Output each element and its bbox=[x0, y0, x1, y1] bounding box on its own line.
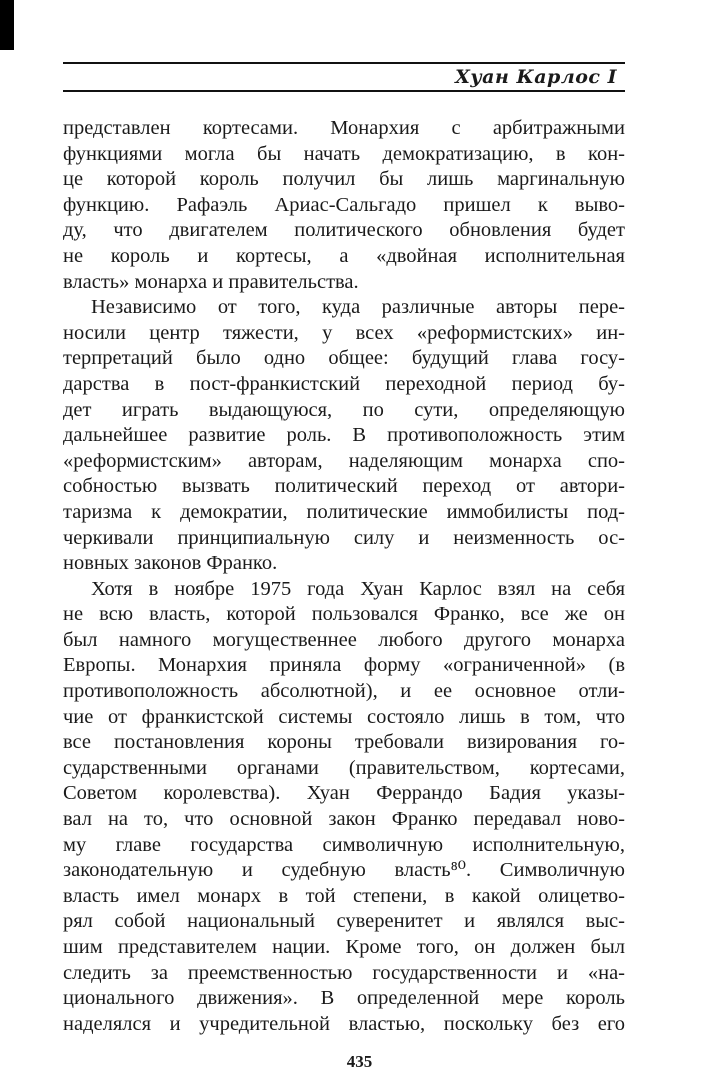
text-line: Советом королевства). Хуан Феррандо Бадия указы- bbox=[63, 782, 625, 805]
text-line: законодательную и судебную власть⁸⁰. Символичную bbox=[63, 859, 625, 882]
page-body bbox=[63, 116, 625, 1037]
page-number: 435 bbox=[346, 1052, 373, 1071]
text-line: Европы. Монархия приняла форму «ограниченной» (в bbox=[63, 654, 625, 677]
text-line: ционального движения». В определенной мере король bbox=[63, 987, 625, 1010]
text-line: «реформистским» авторам, наделяющим монарха спо- bbox=[63, 449, 625, 472]
text-line: все постановления короны требовали визирования го- bbox=[63, 731, 625, 754]
text-line: Хотя в ноябре 1975 года Хуан Карлос взял на себя bbox=[91, 577, 625, 600]
text-line: новных законов Франко. bbox=[63, 552, 278, 575]
text-line: функцию. Рафаэль Ариас-Сальгадо пришел к выво- bbox=[63, 193, 625, 216]
text-line: дарства в пост-франкистский переходной период бу- bbox=[63, 372, 625, 395]
paragraph-3 bbox=[63, 577, 625, 1038]
text-line: терпретаций было одно общее: будущий глава госу- bbox=[63, 347, 625, 370]
text-line: ду, что двигателем политического обновления будет bbox=[63, 219, 625, 242]
text-line: му главе государства символичную исполнительную, bbox=[63, 833, 625, 856]
text-line: таризма к демократии, политические иммобилисты под- bbox=[63, 500, 625, 523]
text-line: власть» монарха и правительства. bbox=[63, 270, 359, 293]
text-line: це которой король получил бы лишь маргинальную bbox=[63, 168, 625, 191]
text-line: был намного могущественнее любого другого монарха bbox=[63, 628, 625, 651]
running-header-title: Хуан Карлос I bbox=[455, 66, 617, 88]
text-line: рял собой национальный суверенитет и являлся выс- bbox=[63, 910, 625, 933]
text-line: черкивали принципиальную силу и неизменность ос- bbox=[63, 526, 625, 549]
text-line: представлен кортесами. Монархия с арбитражными bbox=[63, 117, 625, 139]
text-line: носили центр тяжести, у всех «реформистских» ин- bbox=[63, 321, 625, 344]
text-line: сударственными органами (правительством, кортесами, bbox=[63, 756, 625, 779]
text-line: противоположность абсолютной), и ее основное отли- bbox=[63, 680, 625, 703]
text-line: наделялся и учредительной властью, поскольку без его bbox=[63, 1012, 625, 1035]
text-line: не король и кортесы, а «двойная исполнительная bbox=[63, 244, 625, 267]
text-line: функциями могла бы начать демократизацию, в кон- bbox=[63, 142, 625, 165]
text-line: чие от франкистской системы состояло лишь в том, что bbox=[63, 705, 625, 728]
text-line: власть имел монарх в той степени, в какой олицетво- bbox=[63, 884, 625, 907]
text-line: Независимо от того, куда различные авторы пере- bbox=[91, 296, 625, 319]
text-line: дальнейшее развитие роль. В противоположность этим bbox=[63, 424, 625, 447]
text-line: шим представителем нации. Кроме того, он должен был bbox=[63, 936, 625, 958]
paragraph-1 bbox=[63, 116, 625, 295]
running-header bbox=[63, 62, 625, 92]
text-line: вал на то, что основной закон Франко передавал ново- bbox=[63, 808, 625, 831]
paragraph-2 bbox=[63, 295, 625, 577]
scan-edge-mark bbox=[0, 0, 14, 50]
text-line: следить за преемственностью государственности и «на- bbox=[63, 961, 625, 984]
text-line: не всю власть, которой пользовался Франко, все же он bbox=[63, 603, 625, 626]
text-line: дет играть выдающуюся, по сути, определяющую bbox=[63, 398, 625, 421]
text-line: собностью вызвать политический переход от автори- bbox=[63, 475, 625, 498]
